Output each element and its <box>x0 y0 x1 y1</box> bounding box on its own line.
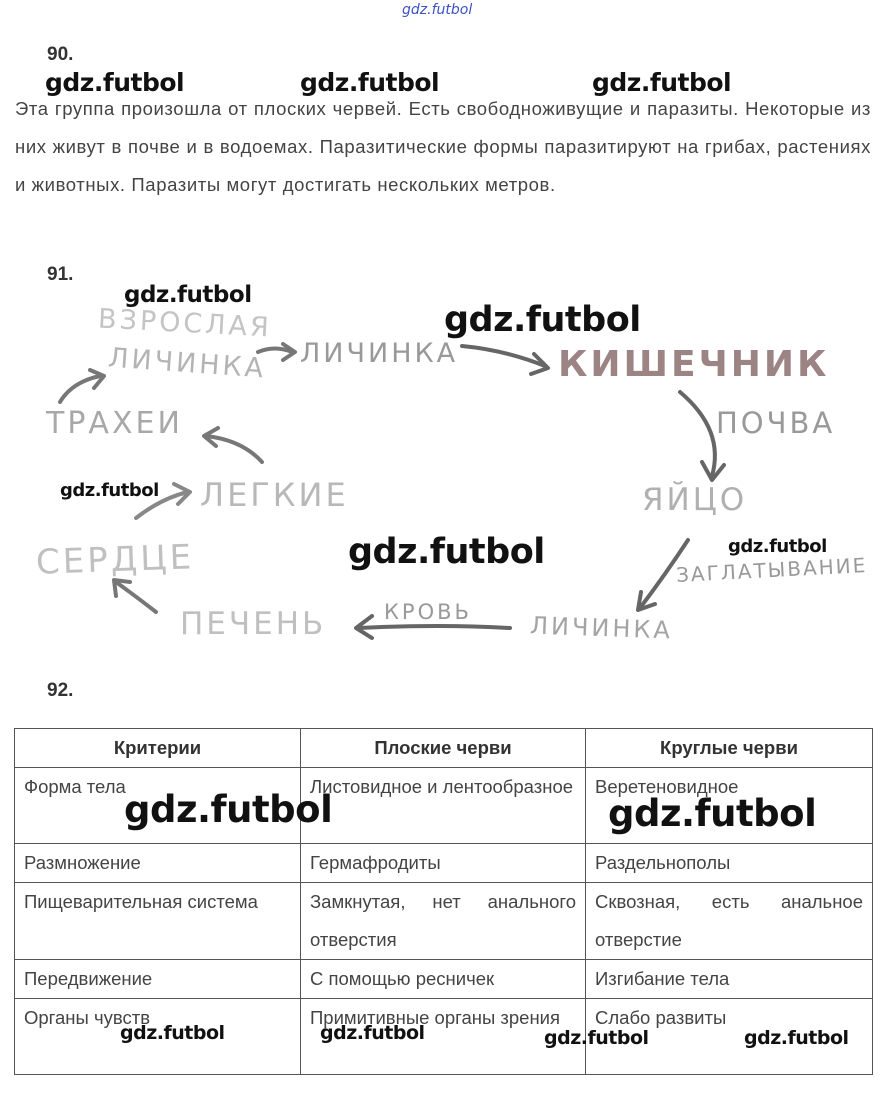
table-cell: Размножение <box>15 844 301 883</box>
table-cell: Сквозная, есть анальное отверстие <box>586 883 873 960</box>
watermark: gdz.futbol <box>300 68 440 97</box>
table-cell: Замкнутая, нет анального отверстия <box>301 883 586 960</box>
table-cell: Форма тела <box>15 768 301 844</box>
table-cell: Пищеварительная система <box>15 883 301 960</box>
header-criteria: Критерии <box>15 729 301 768</box>
label-larva-bottom: ЛИЧИНКА <box>529 611 674 645</box>
table-cell: Слабо развиты <box>586 999 873 1075</box>
watermark: gdz.futbol <box>348 532 545 572</box>
label-egg: ЯЙЦО <box>642 482 748 518</box>
header-roundworms: Круглые черви <box>586 729 873 768</box>
label-liver: ПЕЧЕНЬ <box>180 606 327 642</box>
watermark: gdz.futbol <box>45 68 185 97</box>
task-90-number: 90. <box>47 44 74 65</box>
watermark: gdz.futbol <box>608 792 817 835</box>
watermark: gdz.futbol <box>120 1022 225 1044</box>
label-lungs: ЛЕГКИЕ <box>200 476 349 514</box>
label-trachea: ТРАХЕИ <box>46 406 183 441</box>
label-adult: ВЗРОСЛАЯ <box>97 303 273 344</box>
table-cell: Примитивные органы зрения <box>301 999 586 1075</box>
watermark: gdz.futbol <box>544 1027 649 1049</box>
header-flatworms: Плоские черви <box>301 729 586 768</box>
task-90-text: Эта группа произошла от плоских червей. Есть свободноживущие и паразиты. Некоторые из них живут в почве и в водоемах. Паразитические формы паразитируют на грибах, растениях и животных. Паразиты могут достигать нескольких метров. <box>15 98 871 195</box>
watermark: gdz.futbol <box>744 1027 849 1049</box>
label-heart: СЕРДЦЕ <box>35 537 195 583</box>
table-row <box>15 960 873 999</box>
table-header-row <box>15 729 873 768</box>
watermark: gdz.futbol <box>320 1022 425 1044</box>
table-cell: С помощью ресничек <box>301 960 586 999</box>
watermark: gdz.futbol <box>728 536 827 557</box>
table-row <box>15 844 873 883</box>
watermark: gdz.futbol <box>124 282 252 308</box>
table-cell: Веретеновидное <box>586 768 873 844</box>
table-cell: Раздельнополы <box>586 844 873 883</box>
table-cell: Листовидное и лентообразное <box>301 768 586 844</box>
label-swallowing: ЗАГЛАТЫВАНИЕ <box>675 553 868 587</box>
watermark: gdz.futbol <box>124 788 333 831</box>
watermark: gdz.futbol <box>60 480 159 501</box>
life-cycle-diagram <box>0 290 884 650</box>
task-92-number: 92. <box>47 680 74 701</box>
table-cell: Органы чувств <box>15 999 301 1075</box>
watermark-top: gdz.futbol <box>402 2 473 18</box>
label-soil: ПОЧВА <box>716 406 836 440</box>
table-cell: Гермафродиты <box>301 844 586 883</box>
task-91-number: 91. <box>47 264 74 285</box>
table-row <box>15 883 873 960</box>
label-larva-left: ЛИЧИНКА <box>107 342 268 385</box>
table-cell: Передвижение <box>15 960 301 999</box>
label-larva-top: ЛИЧИНКА <box>300 338 459 369</box>
table-cell: Изгибание тела <box>586 960 873 999</box>
watermark: gdz.futbol <box>444 300 641 340</box>
watermark: gdz.futbol <box>592 68 732 97</box>
label-intestine: КИШЕЧНИК <box>558 344 830 385</box>
label-blood: КРОВЬ <box>384 600 472 624</box>
